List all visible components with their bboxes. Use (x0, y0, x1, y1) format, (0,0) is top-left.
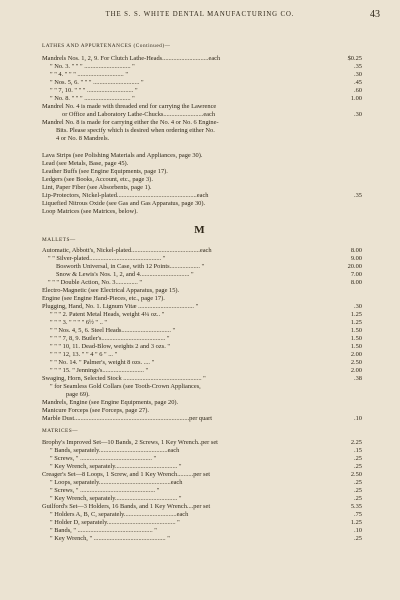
catalog-line (42, 367, 362, 375)
entry-price: .25 (354, 495, 362, 502)
catalog-line (42, 287, 362, 295)
entry-price: .25 (354, 463, 362, 470)
catalog-line (42, 399, 362, 407)
catalog-line (42, 135, 362, 143)
entry-price: .35 (354, 192, 362, 199)
entry-price: .25 (354, 487, 362, 494)
entry-text: Mandrel No. 8 is made for carrying either the No. 4 or No. 6 Engine- (42, 119, 219, 126)
entry-price: .30 (354, 71, 362, 78)
entry-price: .30 (354, 111, 362, 118)
entry-price: 1.00 (350, 95, 362, 102)
entry-text: " " " Double Action, No. 3.............. " (48, 279, 143, 286)
catalog-line (42, 511, 362, 519)
catalog-line (42, 87, 362, 95)
entry-text: Automatic, Abbott's, Nickel-plated...........................................each (42, 247, 212, 254)
entry-text: Mandrel No. 4 is made with threaded end for carrying the Lawrence (42, 103, 217, 110)
entry-price: .35 (354, 63, 362, 70)
section-heading-mallets: MALLETS— (42, 237, 76, 243)
catalog-line (42, 303, 362, 311)
catalog-line (42, 359, 362, 367)
entry-text: " " " 3. " " " " 6½ " .. " (50, 319, 108, 326)
catalog-line (42, 55, 362, 63)
entry-text: " Key Wrench, separately....................................... " (50, 463, 182, 470)
catalog-line (42, 343, 362, 351)
entry-price: 1.25 (350, 519, 362, 526)
entry-text: Swaging, Horn, Selected Stock ................................................. " (42, 375, 206, 382)
entry-text: " " " 15. " Jennings's.......................... " (50, 367, 149, 374)
catalog-line (42, 375, 362, 383)
entry-text: Plugging, Hand, No. 1. Lignum Vitæ ................................... " (42, 303, 199, 310)
header-title: THE S. S. WHITE DENTAL MANUFACTURING CO. (105, 11, 295, 18)
entry-price: 1.25 (350, 319, 362, 326)
entry-price: .25 (354, 479, 362, 486)
catalog-line (42, 295, 362, 303)
entry-text: Lead (see Metals, Base, page 45). (42, 160, 129, 167)
entry-text: " " Silver-plated............................................. " (48, 255, 166, 262)
entry-text: Leather Buffs (see Engine Equipments, page 17). (42, 168, 168, 175)
entry-text: Manicure Forceps (see Forceps, page 27). (42, 407, 150, 414)
entry-text: " Nos. 5, 6. " " " ............................. " (50, 79, 144, 86)
entry-text: Snow & Lewis's Nos. 1, 2, and 4............................... " (56, 271, 194, 278)
entry-text: Bits. Please specify which is desired when ordering either No. (56, 127, 215, 134)
entry-price: 1.50 (350, 327, 362, 334)
catalog-line (42, 319, 362, 327)
entry-price: 9.00 (350, 255, 362, 262)
entry-text: " " " 10, 11. Dead-Blow, weights 2 and 3 ozs. " (50, 343, 171, 350)
entry-text: Ledgers (see Books, Account, etc., page 3). (42, 176, 153, 183)
entry-text: Lint, Paper Fiber (see Absorbents, page 1). (42, 184, 152, 191)
catalog-line (42, 103, 362, 111)
entry-text: " Screws, " ............................................. " (50, 455, 157, 462)
catalog-line (42, 535, 362, 543)
entry-text: " Screws, " ............................................... " (50, 487, 160, 494)
entry-price: .60 (354, 87, 362, 94)
catalog-line (42, 63, 362, 71)
entry-text: Mandrels Nos. 1, 2, 9. For Clutch Lathe-Heads.............................each (42, 55, 221, 62)
entry-price: .15 (354, 447, 362, 454)
entry-price: .10 (354, 415, 362, 422)
entry-text: Liquefied Nitrous Oxide (see Gas and Gas Apparatus, page 30). (42, 200, 206, 207)
entry-price: 7.00 (350, 271, 362, 278)
entry-text: or Office and Laboratory Lathe-Chucks.........................each (62, 111, 216, 118)
catalog-line (42, 176, 362, 184)
entry-text: " Loops, separately.............................................each (50, 479, 183, 486)
entry-price: 1.50 (350, 343, 362, 350)
catalog-line (42, 247, 362, 255)
entry-text: " Key Wrench, " ............................................. " (50, 535, 170, 542)
catalog-line (42, 471, 362, 479)
catalog-line (42, 111, 362, 119)
entry-price: .45 (354, 79, 362, 86)
entry-text: " Bands, separately...........................................each (50, 447, 180, 454)
section-heading-lathes: LATHES AND APPURTENANCES (Continued)— (42, 43, 171, 49)
catalog-line (42, 439, 362, 447)
entry-text: " No. 8. " " " ............................. " (50, 95, 135, 102)
entry-text: " Holders A, B, C, separately.................................each (50, 511, 189, 518)
entry-text: 4 or No. 8 Mandrels. (56, 135, 110, 142)
entry-text: Mandrels, Engine (see Engine Equipments, page 20). (42, 399, 179, 406)
catalog-line (42, 200, 362, 208)
entry-text: " " 4. " " " ............................. " (50, 71, 128, 78)
entry-price: 1.50 (350, 335, 362, 342)
page-number: 43 (370, 9, 380, 20)
entry-text: Creager's Set—8 Loops, 1 Screw, and 1 Key Wrench..........per set (42, 471, 211, 478)
catalog-line (42, 455, 362, 463)
catalog-line (42, 152, 362, 160)
entry-text: " " " 7, 8, 9. Butler's........................................ " (50, 335, 170, 342)
entry-text: " " " 12, 13. " " 4 " 6 " ... " (50, 351, 118, 358)
catalog-line (42, 160, 362, 168)
entry-price: $0.25 (347, 55, 362, 62)
section-heading-matrices: MATRICES— (42, 428, 78, 434)
entry-text: page 69). (66, 391, 90, 398)
entry-price: 8.00 (350, 279, 362, 286)
entry-text: " No. 3. " " " ............................. " (50, 63, 135, 70)
catalog-line (42, 519, 362, 527)
entry-price: 20.00 (347, 263, 362, 270)
entry-price: .38 (354, 375, 362, 382)
catalog-line (42, 208, 362, 216)
entry-price: .10 (354, 527, 362, 534)
entry-price: .30 (354, 303, 362, 310)
entry-price: 2.00 (350, 367, 362, 374)
entry-price: 2.50 (350, 471, 362, 478)
catalog-line (42, 527, 362, 535)
catalog-line (42, 271, 362, 279)
catalog-line (42, 351, 362, 359)
catalog-line (42, 383, 362, 391)
catalog-line (42, 119, 362, 127)
catalog-line (42, 95, 362, 103)
entry-text: " " Nos. 4, 5, 6. Steel Heads............................... " (50, 327, 176, 334)
entry-text: Lip-Protectors, Nickel-plated..................................................each (42, 192, 209, 199)
entry-text: Marble Dust........................................................................per quart (42, 415, 213, 422)
entry-text: Brophy's Improved Set—10 Bands, 2 Screws, 1 Key Wrench..per set (42, 439, 218, 446)
entry-price: .75 (354, 511, 362, 518)
catalog-line (42, 391, 362, 399)
entry-text: " Holder D, separately........................................... " (50, 519, 180, 526)
entry-price: 1.25 (350, 311, 362, 318)
catalog-line (42, 168, 362, 176)
entry-price: 2.50 (350, 359, 362, 366)
catalog-line (42, 479, 362, 487)
entry-price: 2.25 (350, 439, 362, 446)
entry-price: .25 (354, 535, 362, 542)
entry-text: " " " 2. Patent Metal Heads, weight 4¼ oz.. " (50, 311, 165, 318)
catalog-line (42, 127, 362, 135)
catalog-line (42, 263, 362, 271)
catalog-line (42, 407, 362, 415)
catalog-line (42, 279, 362, 287)
entry-text: " for Seamless Gold Collars (see Tooth-Crown Appliances, (50, 383, 201, 390)
entry-text: Guilford's Set—3 Holders, 16 Bands, and 1 Key Wrench....per set (42, 503, 211, 510)
entry-text: Lava Strips (see Polishing Materials and Appliances, page 30). (42, 152, 203, 159)
catalog-line (42, 495, 362, 503)
entry-text: " Key Wrench, separately....................................... " (50, 495, 182, 502)
catalog-line (42, 487, 362, 495)
page-header (0, 8, 400, 24)
catalog-line (42, 415, 362, 423)
catalog-line (42, 71, 362, 79)
entry-text: " " No. 14. " Palmer's, weight 8 ozs. .... " (50, 359, 155, 366)
entry-price: 5.35 (350, 503, 362, 510)
catalog-line (42, 327, 362, 335)
entry-text: " " 7, 10. " " " ............................. " (50, 87, 138, 94)
entry-price: .25 (354, 455, 362, 462)
catalog-line (42, 335, 362, 343)
catalog-line (42, 311, 362, 319)
catalog-line (42, 192, 362, 200)
entry-text: " Bands, " ............................................... " (50, 527, 157, 534)
entry-text: Engine (see Engine Hand-Pieces, etc., page 17). (42, 295, 165, 302)
section-letter-m: M (194, 224, 206, 236)
catalog-line (42, 79, 362, 87)
entry-text: Loop Matrices (see Matrices, below). (42, 208, 138, 215)
catalog-line (42, 255, 362, 263)
entry-text: Electro-Magnetic (see Electrical Apparatus, page 15). (42, 287, 180, 294)
entry-price: 8.00 (350, 247, 362, 254)
catalog-line (42, 463, 362, 471)
catalog-line (42, 447, 362, 455)
catalog-line (42, 503, 362, 511)
entry-price: 2.00 (350, 351, 362, 358)
entry-text: Bosworth Universal, in Case, with 12 Points................... " (56, 263, 205, 270)
catalog-line (42, 184, 362, 192)
